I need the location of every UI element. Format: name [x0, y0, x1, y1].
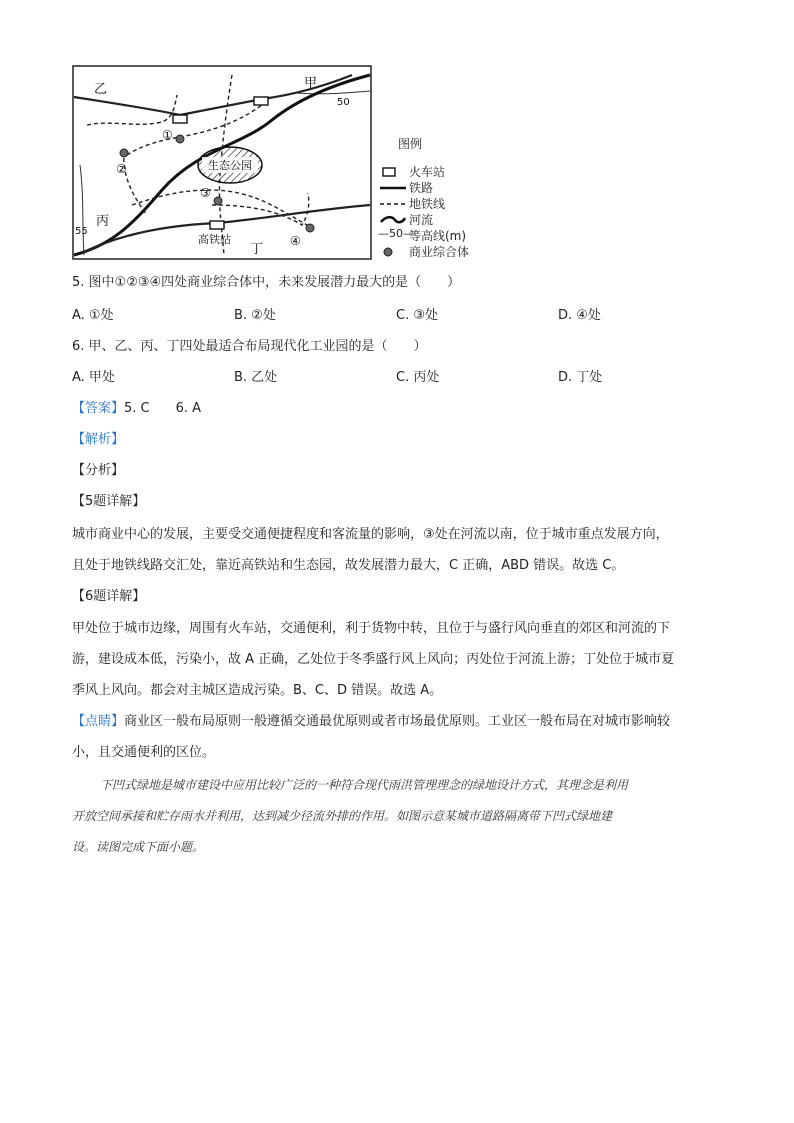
commercial-complex-icon: [378, 246, 408, 258]
q6-stem: 6. 甲、乙、丙、丁四处最适合布局现代化工业园的是（ ）: [72, 339, 427, 354]
commercial-3: [214, 197, 222, 205]
label-ding: 丁: [250, 242, 264, 257]
label-bing: 丙: [96, 214, 110, 229]
label-contour-55: 55: [75, 226, 88, 237]
q5-detail-line-1: 城市商业中心的发展，主要受交通便捷程度和客流量的影响，③处在河流以南，位于城市重点发展方向，: [72, 527, 669, 542]
commercial-4: [306, 224, 314, 232]
intro-line-2: 开放空间承接和贮存雨水并利用，达到减少径流外排的作用。如图示意某城市道路隔离带下凹式绿地建: [72, 809, 613, 823]
river-icon: [378, 214, 408, 226]
q5-detail-tag: 【5题详解】: [72, 494, 146, 509]
legend-item-commercial: 商业综合体: [378, 243, 498, 259]
q5-option-a[interactable]: A. ①处: [72, 308, 114, 323]
answer-line: [72, 399, 201, 419]
label-m4: ④: [290, 234, 301, 248]
dianjing-line-1: 【点睛】商业区一般布局原则一般遵循交通最优原则或者市场最优原则。工业区一般布局在对城市影响较: [72, 714, 671, 729]
train-station-icon: [378, 166, 408, 178]
q5-detail-line-2: 且处于地铁线路交汇处，靠近高铁站和生态园，故发展潜力最大，C 正确，ABD 错误。故选 C。: [72, 558, 625, 573]
q5-option-d[interactable]: D. ④处: [558, 308, 601, 323]
legend-item-railway: 铁路: [378, 179, 498, 195]
q6-option-a[interactable]: A. 甲处: [72, 370, 115, 385]
railway-icon: [378, 182, 408, 194]
intro-line-3: 设。读图完成下面小题。: [72, 840, 205, 854]
answer-text: 5. C 6. A: [124, 401, 202, 416]
answer-tag: 【答案】: [72, 401, 125, 416]
eco-park-label: 生态公园: [208, 159, 252, 172]
q5-option-c[interactable]: C. ③处: [396, 308, 438, 323]
legend-item-river: 河流: [378, 211, 498, 227]
q6-option-b[interactable]: B. 乙处: [234, 370, 278, 385]
fenxi-tag: 【分析】: [72, 463, 125, 478]
label-yi: 乙: [94, 82, 108, 97]
q6-option-c[interactable]: C. 丙处: [396, 370, 440, 385]
q5-option-b[interactable]: B. ②处: [234, 308, 276, 323]
subway-line-icon: [378, 198, 408, 210]
label-m3: ③: [200, 186, 211, 200]
city-map: [72, 65, 372, 260]
analysis-tag: 【解析】: [72, 432, 125, 447]
legend-item-subway: 地铁线: [378, 195, 498, 211]
label-jia: 甲: [304, 76, 318, 91]
label-m1: ①: [162, 128, 173, 142]
legend-title: 图例: [398, 137, 423, 151]
q6-option-d[interactable]: D. 丁处: [558, 370, 603, 385]
q5-stem: 5. 图中①②③④四处商业综合体中，未来发展潜力最大的是（ ）: [72, 275, 461, 290]
train-station-1: [173, 115, 187, 123]
contour-icon: —50—: [378, 227, 414, 240]
label-contour-50: 50: [337, 97, 350, 108]
q6-detail-tag: 【6题详解】: [72, 589, 146, 604]
q6-detail-line-2: 游，建设成本低，污染小，故 A 正确，乙处位于冬季盛行风上风向；丙处位于河流上游；丁处位于城市夏: [72, 652, 675, 667]
train-station-hsr: [210, 221, 224, 229]
commercial-1: [176, 135, 184, 143]
q6-detail-line-3: 季风上风向。都会对主城区造成污染。B、C、D 错误。故选 A。: [72, 683, 443, 698]
dianjing-tag: 【点睛】: [72, 714, 125, 729]
label-m2: ②: [116, 162, 127, 176]
q6-detail-line-1: 甲处位于城市边缘，周围有火车站，交通便利，利于货物中转，且位于与盛行风向垂直的郊区和河流的下: [72, 621, 671, 636]
intro-line-1: 下凹式绿地是城市建设中应用比较广泛的一种符合现代雨洪管理理念的绿地设计方式，其理念是利用: [100, 778, 629, 792]
label-hsr: 高铁站: [198, 233, 231, 246]
legend-item-train-station: 火车站: [378, 163, 498, 179]
commercial-2: [120, 149, 128, 157]
legend-item-contour: —50— 等高线(m): [378, 227, 467, 243]
train-station-2: [254, 97, 268, 105]
dianjing-line-2: 小，且交通便利的区位。: [72, 745, 216, 760]
